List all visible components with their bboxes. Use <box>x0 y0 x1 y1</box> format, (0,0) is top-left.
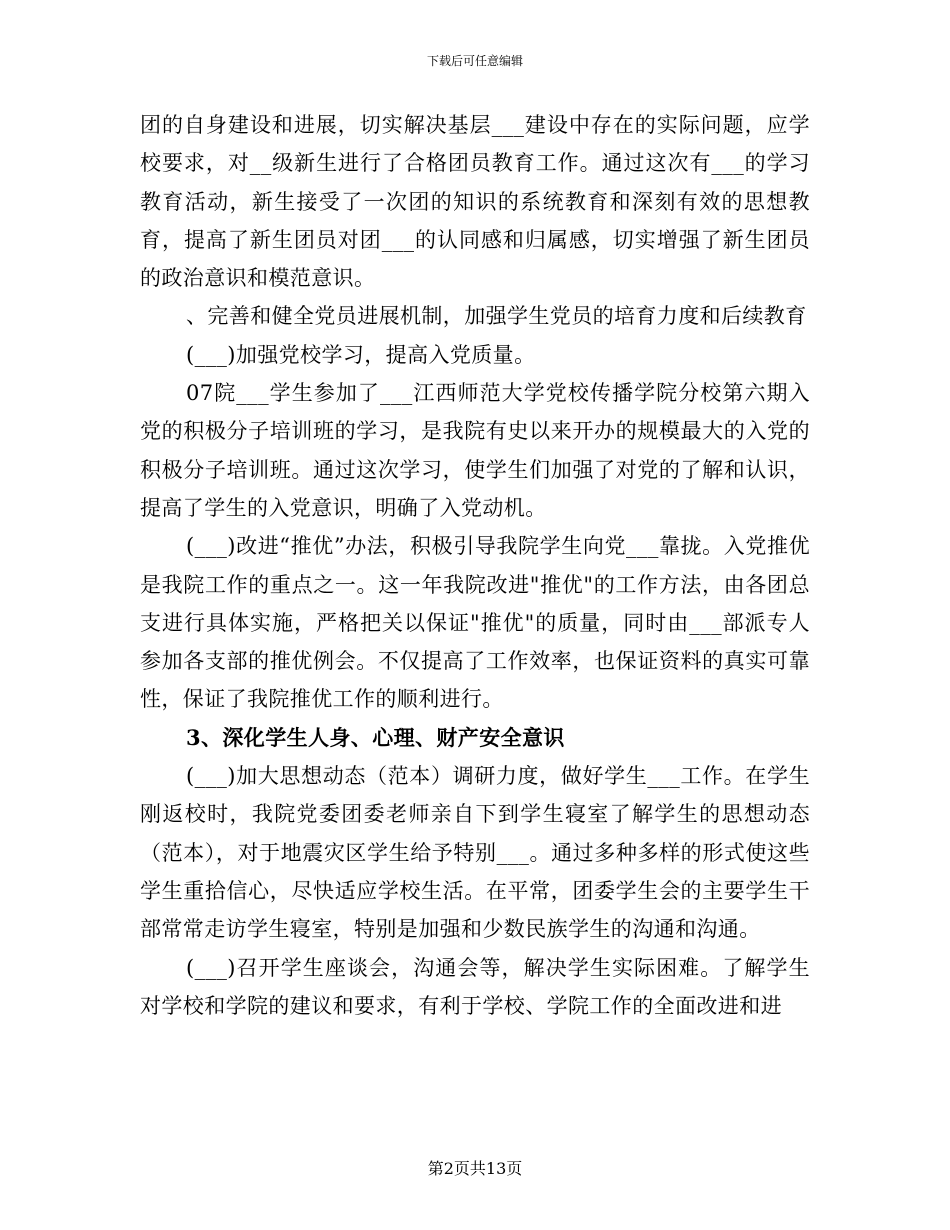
page-header: 下载后可任意编辑 <box>426 54 523 68</box>
document-body <box>140 106 810 1025</box>
paragraph-ideology-research: (___)加大思想动态（范本）调研力度，做好学生___工作。在学生刚返校时，我院党委团委老师亲自下到学生寝室了解学生的思想动态（范本），对于地震灾区学生给予特别___。通过多种多样的形式使这些学生重拾信心，尽快适应学校生活。在平常，团委学生会的主要学生干部常常走访学生寝室，特别是加强和少数民族学生的沟通和沟通。 <box>140 764 810 942</box>
section-heading-safety: 3、深化学生人身、心理、财产安全意识 <box>186 724 565 750</box>
paragraph-continuation: 团的自身建设和进展，切实解决基层___建设中存在的实际问题，应学校要求，对__级新生进行了合格团员教育工作。通过这次有___的学习教育活动，新生接受了一次团的知识的系统教育和深刻有效的思想教育，提高了新生团员对团___的认同感和归属感，切实增强了新生团员的政治意识和模范意识。 <box>140 113 810 291</box>
paragraph-recommendation: (___)改进“推优”办法，积极引导我院学生向党___靠拢。入党推优是我院工作的重点之一。这一年我院改进"推优"的工作方法，由各团总支进行具体实施，严格把关以保证"推优"的质量，同时由___部派专人参加各支部的推优例会。不仅提高了工作效率，也保证资料的真实可靠性，保证了我院推优工作的顺利进行。 <box>140 534 810 712</box>
paragraph-party-school-heading: (___)加强党校学习，提高入党质量。 <box>186 342 536 367</box>
paragraph-training-class: 07院___学生参加了___江西师范大学党校传播学院分校第六期入党的积极分子培训班的学习，是我院有史以来开办的规模最大的入党的积极分子培训班。通过这次学习，使学生们加强了对党的了解和认识，提高了学生的入党意识，明确了入党动机。 <box>140 381 810 520</box>
page-number: 第2页共13页 <box>427 1159 523 1178</box>
paragraph-party-member-development: 、完善和健全党员进展机制，加强学生党员的培育力度和后续教育 <box>186 304 807 329</box>
paragraph-student-forum: (___)召开学生座谈会，沟通会等，解决学生实际困难。了解学生对学校和学院的建议和要求，有利于学校、学院工作的全面改进和进 <box>140 955 810 1018</box>
